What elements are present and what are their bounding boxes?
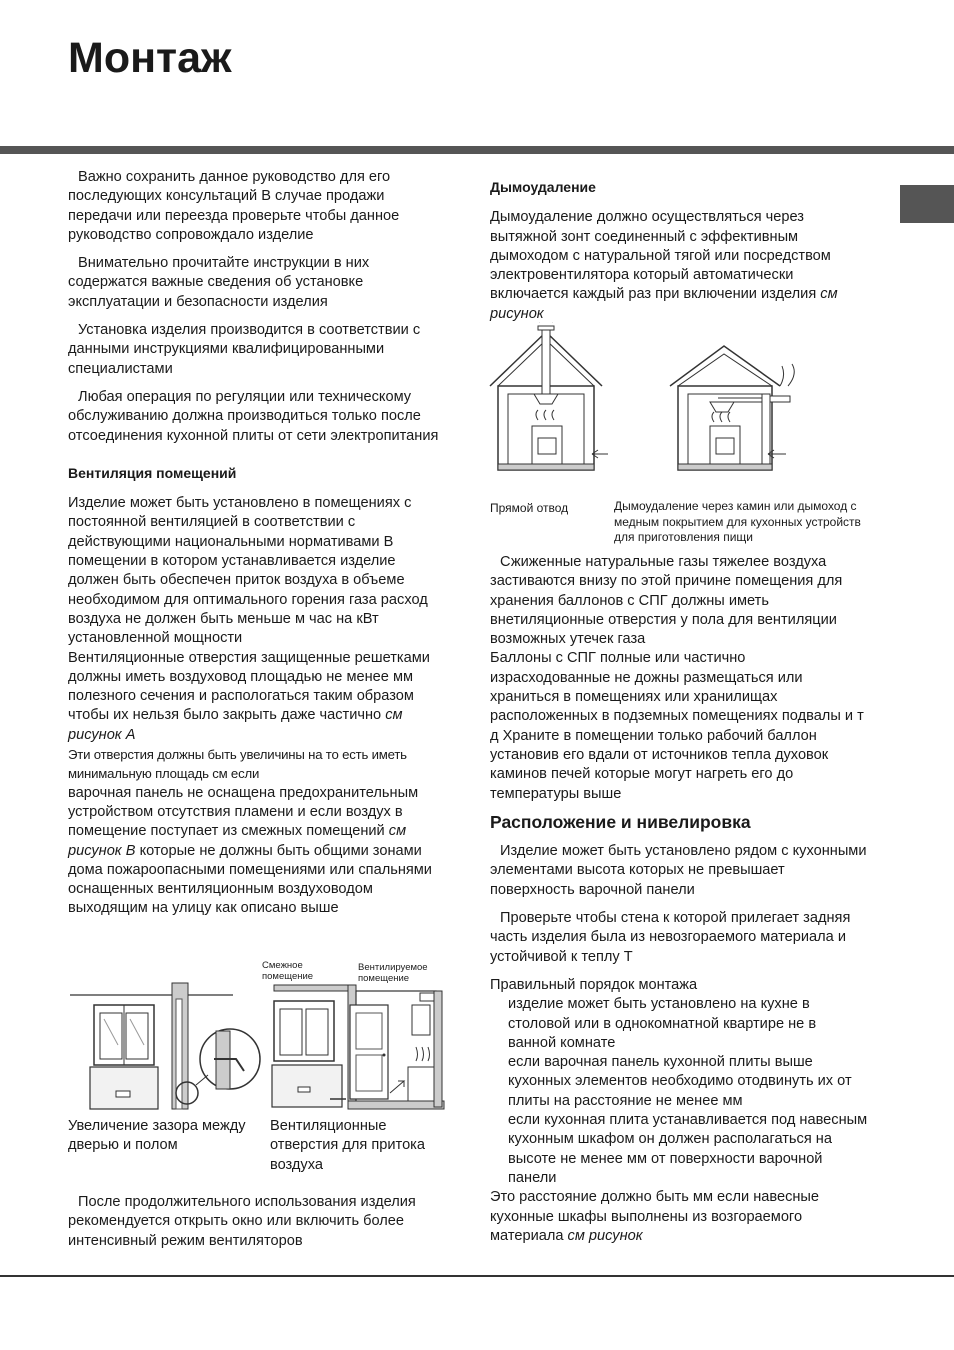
chimney-vent-caption: Дымоудаление через камин или дымоход с медным покрытием для кухонных устройств для приготовления пищи <box>614 499 861 544</box>
lpg-paragraph-2: Баллоны с СПГ полные или частично израсходованные не дожны размещаться или храниться в помещениях или хранилищах расположенных в подземных помещениях подвалы и т д Храните в помещении только рабочий баллон установив его вдали от источников тепла духовок каминов печей которые могут нагреть его до температуры выше <box>490 650 864 802</box>
left-column <box>68 168 448 928</box>
smoke-extraction-paragraph <box>490 208 870 324</box>
footer-divider <box>0 1275 954 1277</box>
placement-heading: Расположение и нивелировка <box>490 811 751 832</box>
ventilation-paragraph-3 <box>68 784 448 919</box>
smoke-figure-reference: см рисунок <box>490 286 838 322</box>
installation-rule-2: если варочная панель кухонной плиты выше кухонных элементов необходимо отодвинуть их от плиты на расстояние не менее мм <box>508 1054 852 1109</box>
figure-b-reference: см рисунок В <box>68 823 407 859</box>
ventilated-room-label: Вентилируемое помещение <box>358 962 428 984</box>
intro-paragraph-2: Внимательно прочитайте инструкции в них содержатся важные сведения об установке эксплуатации и безопасности изделия <box>68 255 370 310</box>
installation-closing-paragraph <box>490 1188 868 1246</box>
intro-paragraph-3: Установка изделия производится в соответствии с данными инструкциями квалифицированными специалистами <box>68 322 421 377</box>
left-closing-block <box>68 1193 448 1260</box>
right-column <box>490 178 870 333</box>
direct-vent-caption: Прямой отвод <box>490 501 569 515</box>
ventilation-openings-caption: Вентиляционные отверстия для притока воздуха <box>270 1118 426 1173</box>
intro-paragraph-4: Любая операция по регуляции или техническому обслуживанию должна производиться только после отсоединения кухонной плиты от сети электропитания <box>68 388 439 444</box>
closing-paragraph: После продолжительного использования изделия рекомендуется открыть окно или включить более интенсивный режим вентиляторов <box>68 1194 416 1249</box>
door-gap-caption: Увеличение зазора между дверью и полом <box>68 1118 246 1154</box>
placement-paragraph-2: Проверьте чтобы стена к которой прилегает задняя часть изделия была из невозгораемого материала и устойчивой к теплу Т <box>490 910 851 965</box>
smoke-extraction-text: Дымоудаление должно осуществляться через вытяжной зонт соединенный с эффективным дымоходом с натуральной тягой или посредством электровентилятора который автоматически включается каждый раз при включении изделия <box>490 209 831 303</box>
ventilation-paragraph-2-text: Вентиляционные отверстия защищенные решетками должны иметь воздуховод площадью не менее мм полезного сечения и распологаться таким образом чтобы их нельзя было закрыть даже частично <box>68 649 430 724</box>
ventilation-openings-illustration <box>270 975 445 1115</box>
door-gap-illustration <box>68 975 263 1115</box>
ventilation-paragraph-2 <box>68 649 448 745</box>
ventilation-paragraph-3-tail: которые не должны быть общими зонами дома пожароопасными помещениями или спальнями оснащенных вентиляционным воздуховодом выходящим на улицу как описано выше <box>68 842 432 917</box>
ventilation-paragraph-1: Изделие может быть установлено в помещениях с постоянной вентиляцией в соответствии с действующими национальными нормативами В помещении в котором устанавливается изделие должен быть обеспечен приток воздуха в объеме необходимом для оптимального горения газа расход воздуха не должен быть меньше м час на кВт установленной мощности <box>68 495 428 647</box>
ventilation-heading: Вентиляция помещений <box>68 464 237 481</box>
ventilation-paragraph-3-text: варочная панель не оснащена предохранительным устройством отсутствия пламени и если воздух в помещение поступает из смежных помещений <box>68 784 419 840</box>
lpg-paragraph-1: Сжиженные натуральные газы тяжелее воздуха застиваются внизу по этой причине помещения для хранения баллонов с СПГ должны иметь внетиляционные отверстия у пола для вентиляции возможных утечек газа <box>490 554 843 648</box>
placement-paragraph-1: Изделие может быть установлено рядом с кухонными элементами высота которых не превышает поверхность варочной панели <box>490 843 867 898</box>
language-tab-marker <box>900 185 954 223</box>
adjacent-room-label: Смежное помещение <box>262 960 314 982</box>
smoke-extraction-heading: Дымоудаление <box>490 179 596 195</box>
smoke-extraction-illustration <box>488 322 868 492</box>
page-title: Монтаж <box>68 34 232 82</box>
installation-order-heading: Правильный порядок монтажа <box>490 976 698 993</box>
installation-figure-reference: см рисунок <box>567 1227 643 1244</box>
ventilation-paragraph-3a: Эти отверстия должны быть увеличины на то есть иметь минимальную площадь см если <box>68 747 407 782</box>
intro-paragraph-1: Важно сохранить данное руководство для его последующих консультаций В случае продажи передачи или переезда проверьте чтобы данное руководство сопровождало изделие <box>68 169 400 243</box>
right-column-lower <box>490 553 868 1255</box>
header-divider <box>0 146 954 154</box>
installation-rule-3: если кухонная плита устанавливается под навесным кухонным шкафом он должен располагаться на высоте не менее мм от поверхности варочной панели <box>508 1112 868 1186</box>
installation-rule-1: изделие может быть установлено на кухне в столовой или в однокомнатной квартире не в ванной комнате <box>508 996 817 1051</box>
figure-a-reference: см рисунок А <box>68 707 403 743</box>
installation-closing-text: Это расстояние должно быть мм если навесные кухонные шкафы выполнены из возгораемого материала <box>490 1189 820 1244</box>
